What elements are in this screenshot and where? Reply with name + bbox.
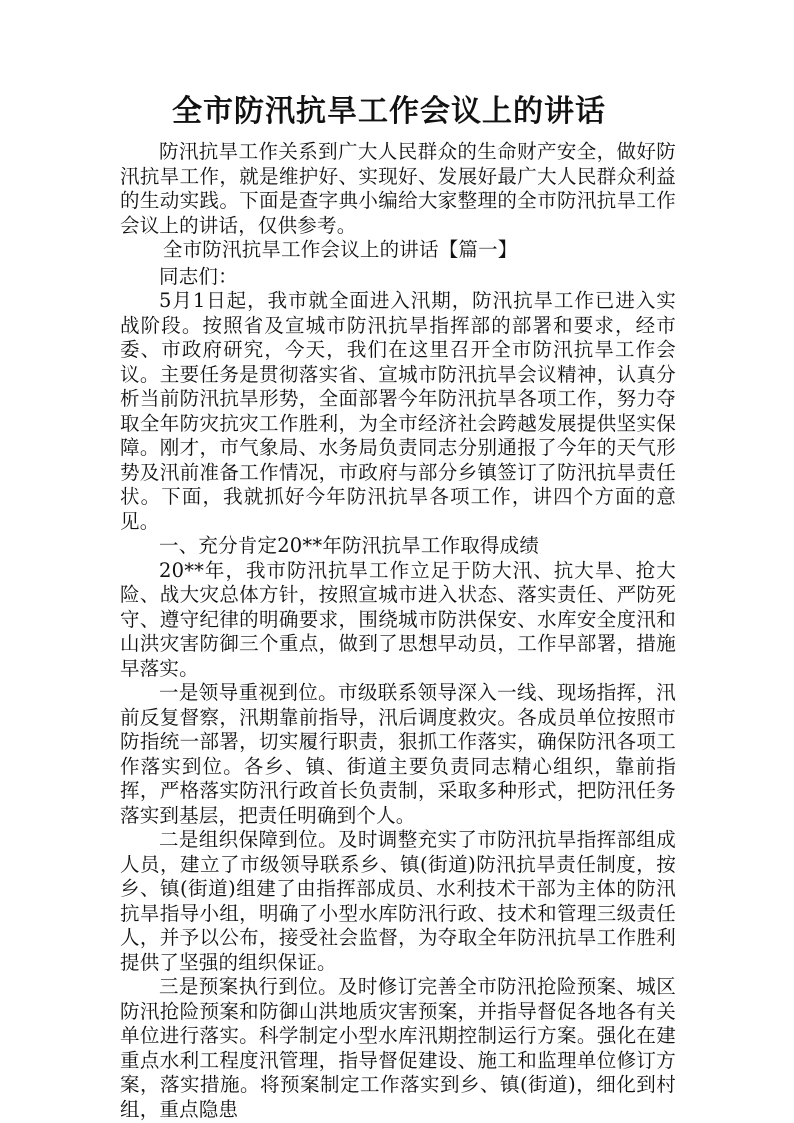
section-subtitle: 全市防汛抗旱工作会议上的讲话【篇一】 — [162, 238, 518, 261]
body-paragraph-5: 三是预案执行到位。及时修订完善全市防汛抢险预案、城区防汛抢险预案和防御山洪地质灾害预案，并指导督促各地各有关单位进行落实。科学制定小型水库汛期控制运行方案。强化在建重点水利工程度汛管理，指导督促建设、施工和监理单位修订方案，落实措施。将预案制定工作落实到乡、镇(街道)，细化到村组，重点隐患 — [120, 975, 676, 1121]
body-paragraph-4: 二是组织保障到位。及时调整充实了市防汛抗旱指挥部组成人员，建立了市级领导联系乡、镇(街道)防汛抗旱责任制度，按乡、镇(街道)组建了由指挥部成员、水利技术干部为主体的防汛抗旱指导小组，明确了小型水库防汛行政、技术和管理三级责任人，并予以公布，接受社会监督，为夺取全年防汛抗旱工作胜利提供了坚强的组织保证。 — [120, 828, 676, 974]
body-paragraph-1: 5月1日起，我市就全面进入汛期，防汛抗旱工作已进入实战阶段。按照省及宣城市防汛抗旱指挥部的部署和要求，经市委、市政府研究，今天，我们在这里召开全市防汛抗旱工作会议。主要任务是贯彻落实省、宣城市防汛抗旱会议精神，认真分析当前防汛抗旱形势，全面部署今年防汛抗旱各项工作，努力夺取全年防灾抗灾工作胜利，为全市经济社会跨越发展提供坚实保障。刚才，市气象局、水务局负责同志分别通报了今年的天气形势及汛前准备工作情况，市政府与部分乡镇签订了防汛抗旱责任状。下面，我就抓好今年防汛抗旱各项工作，讲四个方面的意见。 — [120, 289, 676, 533]
section-heading-1: 一、充分肯定20**年防汛抗旱工作取得成绩 — [159, 534, 540, 557]
document-title: 全市防汛抗旱工作会议上的讲话 — [172, 94, 606, 129]
body-paragraph-2: 20**年，我市防汛抗旱工作立足于防大汛、抗大旱、抢大险、战大灾总体方针，按照宣城市进入状态、落实责任、严防死守、遵守纪律的明确要求，围绕城市防洪保安、水库安全度汛和山洪灾害防御三个重点，做到了思想早动员，工作早部署，措施早落实。 — [120, 558, 676, 680]
intro-paragraph: 防汛抗旱工作关系到广大人民群众的生命财产安全，做好防汛抗旱工作，就是维护好、实现好、发展好最广大人民群众利益的生动实践。下面是查字典小编给大家整理的全市防汛抗旱工作会议上的讲话，仅供参考。 — [120, 140, 676, 237]
body-paragraph-3: 一是领导重视到位。市级联系领导深入一线、现场指挥，汛前反复督察，汛期靠前指导，汛后调度救灾。各成员单位按照市防指统一部署，切实履行职责，狠抓工作落实，确保防汛各项工作落实到位。各乡、镇、街道主要负责同志精心组织，靠前指挥，严格落实防汛行政首长负责制，采取多种形式，把防汛任务落实到基层，把责任明确到个人。 — [120, 681, 676, 827]
salutation: 同志们： — [159, 264, 238, 288]
document-page — [120, 92, 676, 1122]
